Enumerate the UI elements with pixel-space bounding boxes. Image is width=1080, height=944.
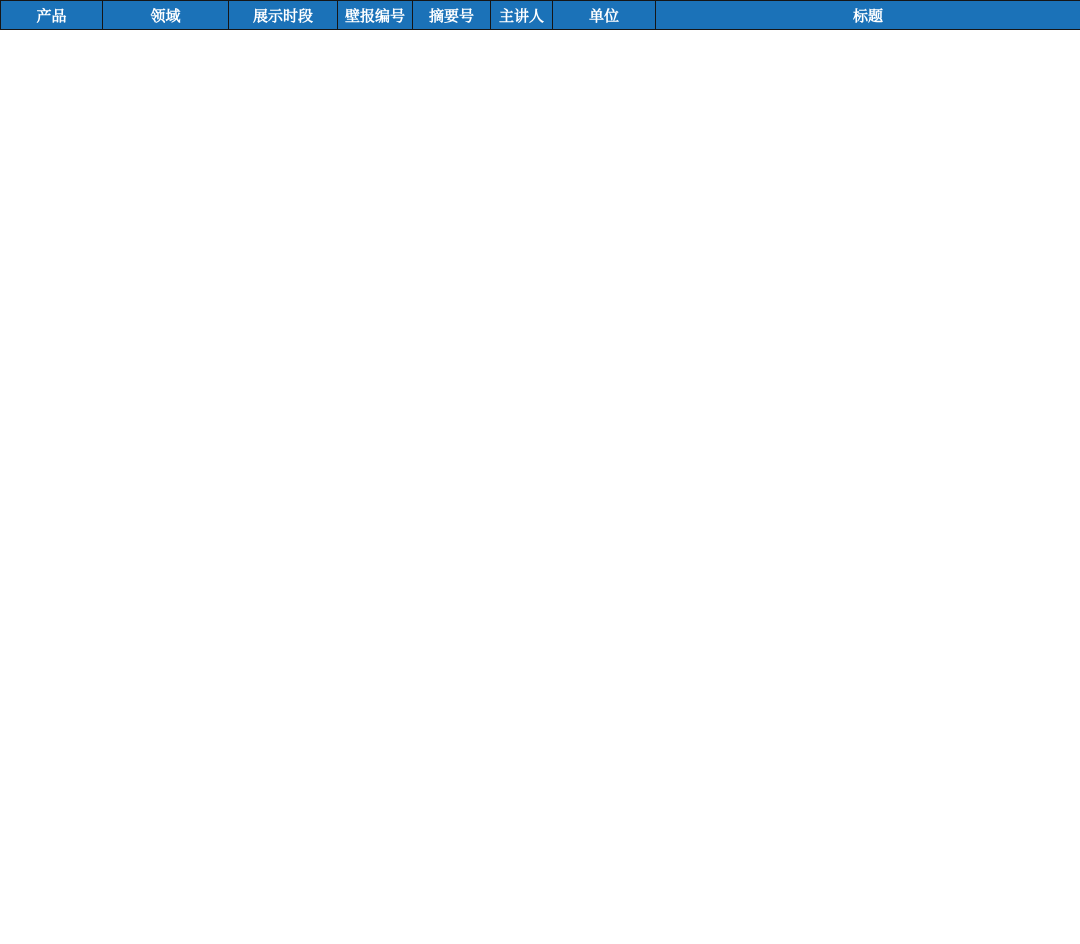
col-header-field: 领域 — [103, 1, 229, 30]
table-header — [1, 1, 1080, 30]
col-header-abstract-no: 摘要号 — [413, 1, 491, 30]
header-row — [1, 1, 1080, 30]
col-header-product: 产品 — [1, 1, 103, 30]
schedule-table — [0, 0, 1080, 30]
col-header-poster-no: 壁报编号 — [338, 1, 413, 30]
col-header-title: 标题 — [656, 1, 1080, 30]
col-header-speaker: 主讲人 — [491, 1, 553, 30]
col-header-institution: 单位 — [553, 1, 656, 30]
col-header-display-period: 展示时段 — [229, 1, 338, 30]
